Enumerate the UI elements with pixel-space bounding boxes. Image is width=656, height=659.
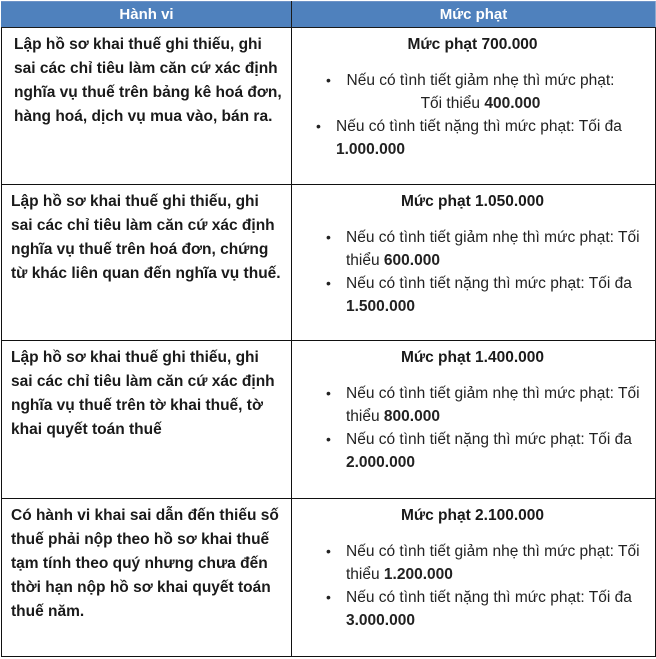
bullet-icon: • [326, 543, 331, 559]
penalty-title: Mức phạt 700.000 [407, 36, 538, 53]
aggravating-amount: 2.000.000 [346, 454, 415, 471]
table-row [2, 28, 656, 185]
column-header-penalty: Mức phạt [292, 2, 656, 28]
mitigating-item: • Nếu có tình tiết giảm nhẹ thì mức phạt: Tối thiểu 600.000 [346, 226, 643, 272]
behavior-text: Lập hồ sơ khai thuế ghi thiếu, ghi sai các chỉ tiêu làm căn cứ xác định nghĩa vụ thuế trên hoá đơn, chứng từ khác liên quan đến nghĩa vụ thuế. [11, 193, 281, 282]
behavior-cell [2, 185, 292, 341]
behavior-cell [2, 28, 292, 185]
behavior-text: Lập hồ sơ khai thuế ghi thiếu, ghi sai các chỉ tiêu làm căn cứ xác định nghĩa vụ thuế trên tờ khai thuế, tờ khai quyết toán thuế [11, 349, 275, 438]
penalty-cell [292, 28, 656, 185]
penalty-title: Mức phạt 1.400.000 [400, 349, 545, 366]
penalty-list [302, 69, 643, 161]
mitigating-item: • Nếu có tình tiết giảm nhẹ thì mức phạt: Tối thiểu 400.000 [346, 69, 633, 115]
bullet-icon: • [326, 431, 331, 447]
aggravating-amount: 3.000.000 [346, 612, 415, 629]
bullet-icon: • [326, 229, 331, 245]
aggravating-item: • Nếu có tình tiết nặng thì mức phạt: Tối đa 3.000.000 [346, 586, 643, 632]
penalty-title: Mức phạt 2.100.000 [400, 507, 545, 524]
table-header-row [2, 2, 656, 28]
bullet-icon: • [326, 275, 331, 291]
mitigating-amount: 600.000 [383, 252, 440, 269]
column-header-behavior: Hành vi [2, 2, 292, 28]
bullet-icon: • [326, 589, 331, 605]
aggravating-amount: 1.500.000 [346, 298, 415, 315]
penalty-list [302, 226, 643, 318]
penalty-table [1, 1, 656, 657]
mitigating-amount: 400.000 [484, 95, 541, 112]
penalty-list [302, 382, 643, 474]
bullet-icon: • [326, 385, 331, 401]
aggravating-item: • Nếu có tình tiết nặng thì mức phạt: Tối đa 2.000.000 [346, 428, 643, 474]
behavior-cell [2, 499, 292, 657]
behavior-cell [2, 341, 292, 499]
mitigating-amount: 800.000 [383, 408, 440, 425]
table-row [2, 499, 656, 657]
penalty-list [302, 540, 643, 632]
behavior-text: Lập hồ sơ khai thuế ghi thiếu, ghi sai các chỉ tiêu làm căn cứ xác định nghĩa vụ thuế trên bảng kê hoá đơn, hàng hoá, dịch vụ mua vào, bán ra. [14, 36, 282, 125]
aggravating-amount: 1.000.000 [336, 141, 405, 158]
penalty-title: Mức phạt 1.050.000 [400, 193, 545, 210]
mitigating-amount: 1.200.000 [383, 566, 453, 583]
mitigating-item: • Nếu có tình tiết giảm nhẹ thì mức phạt: Tối thiểu 1.200.000 [346, 540, 643, 586]
mitigating-item: • Nếu có tình tiết giảm nhẹ thì mức phạt: Tối thiểu 800.000 [346, 382, 643, 428]
aggravating-item: • Nếu có tình tiết nặng thì mức phạt: Tối đa 1.500.000 [346, 272, 643, 318]
penalty-cell [292, 341, 656, 499]
aggravating-item: • Nếu có tình tiết nặng thì mức phạt: Tối đa 1.000.000 [336, 115, 633, 161]
behavior-text: Có hành vi khai sai dẫn đến thiếu số thuế phải nộp theo hồ sơ khai thuế tạm tính theo quý nhưng chưa đến thời hạn nộp hồ sơ khai quyết toán thuế năm. [11, 507, 279, 620]
penalty-cell [292, 185, 656, 341]
bullet-icon: • [316, 118, 321, 134]
bullet-icon: • [326, 72, 331, 88]
penalty-cell [292, 499, 656, 657]
table-row [2, 185, 656, 341]
table-row [2, 341, 656, 499]
